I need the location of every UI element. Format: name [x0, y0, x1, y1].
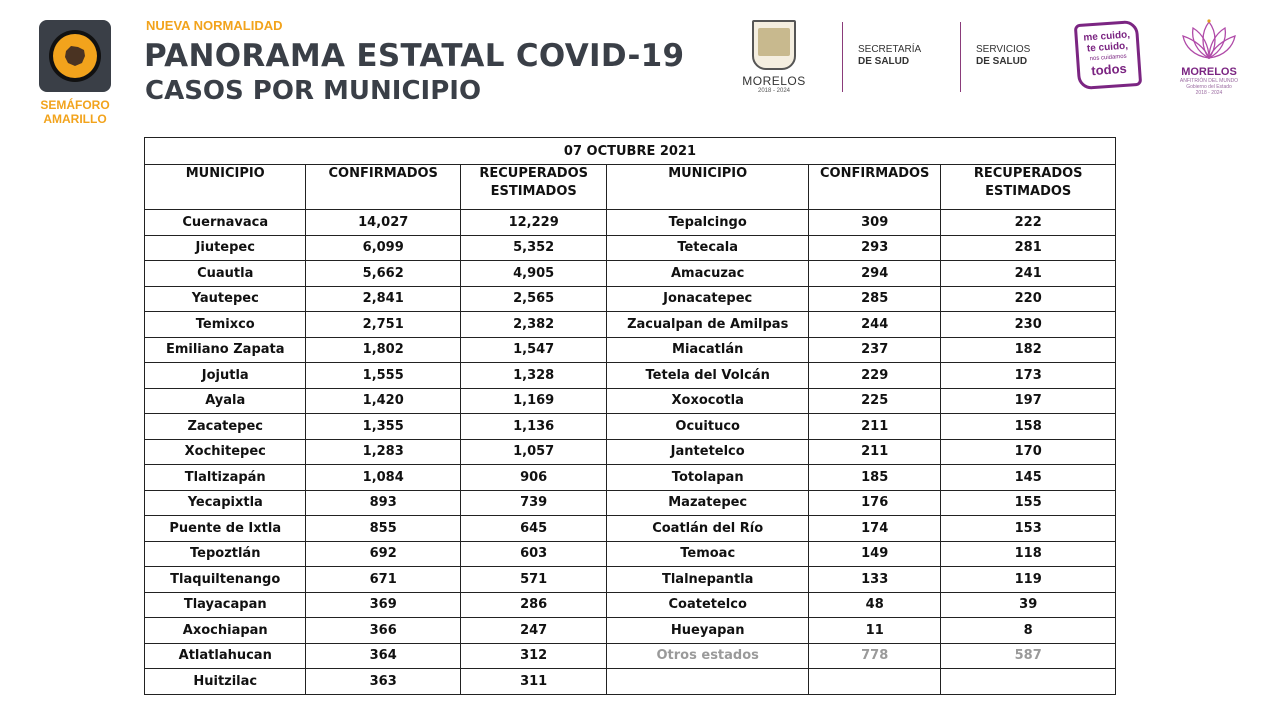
confirmados-cell: 778	[809, 643, 941, 669]
recuperados-cell: 1,169	[460, 388, 606, 414]
lotus-icon	[1181, 18, 1237, 60]
municipio-cell: Tlaltizapán	[145, 465, 306, 491]
confirmados-cell: 893	[306, 490, 460, 516]
header-recuperados-line1: RECUPERADOS	[973, 166, 1083, 181]
recuperados-cell: 645	[460, 516, 606, 542]
table-body	[145, 210, 1116, 695]
confirmados-cell: 2,751	[306, 312, 460, 338]
header-recuperados-line2: ESTIMADOS	[985, 184, 1072, 199]
table-row	[145, 388, 1116, 414]
header-confirmados: CONFIRMADOS	[306, 165, 460, 210]
municipio-cell: Ayala	[145, 388, 306, 414]
recuperados-cell: 222	[941, 210, 1116, 236]
confirmados-cell: 309	[809, 210, 941, 236]
municipio-cell: Jantetelco	[607, 439, 809, 465]
confirmados-cell: 364	[306, 643, 460, 669]
confirmados-cell: 11	[809, 618, 941, 644]
recuperados-cell: 173	[941, 363, 1116, 389]
confirmados-cell: 1,355	[306, 414, 460, 440]
header-recuperados	[941, 165, 1116, 210]
lotus-logo-name: MORELOS	[1181, 66, 1237, 78]
municipio-cell: Jojutla	[145, 363, 306, 389]
recuperados-cell: 587	[941, 643, 1116, 669]
recuperados-cell: 312	[460, 643, 606, 669]
campaign-line2: te cuido,	[1086, 40, 1129, 55]
confirmados-cell: 211	[809, 414, 941, 440]
semaforo-label-line1: SEMÁFORO	[40, 98, 110, 112]
traffic-light-icon	[39, 20, 111, 92]
recuperados-cell: 155	[941, 490, 1116, 516]
table-row	[145, 618, 1116, 644]
recuperados-cell: 603	[460, 541, 606, 567]
confirmados-cell	[809, 669, 941, 695]
confirmados-cell: 692	[306, 541, 460, 567]
confirmados-cell: 1,555	[306, 363, 460, 389]
municipio-cell: Tepoztlán	[145, 541, 306, 567]
semaforo-badge	[36, 20, 114, 126]
recuperados-cell: 286	[460, 592, 606, 618]
recuperados-cell: 1,136	[460, 414, 606, 440]
logo-divider	[842, 22, 843, 92]
municipio-cell: Axochiapan	[145, 618, 306, 644]
municipio-cell: Temixco	[145, 312, 306, 338]
municipio-cell: Jiutepec	[145, 235, 306, 261]
confirmados-cell: 14,027	[306, 210, 460, 236]
table-row	[145, 643, 1116, 669]
secretaria-salud-logo	[858, 44, 921, 68]
municipio-cell: Yautepec	[145, 286, 306, 312]
recuperados-cell	[941, 669, 1116, 695]
table-row	[145, 312, 1116, 338]
table-row	[145, 286, 1116, 312]
municipio-cell: Ocuituco	[607, 414, 809, 440]
table-row	[145, 210, 1116, 236]
confirmados-cell: 6,099	[306, 235, 460, 261]
municipio-cell: Miacatlán	[607, 337, 809, 363]
confirmados-cell: 211	[809, 439, 941, 465]
table-row	[145, 592, 1116, 618]
recuperados-cell: 119	[941, 567, 1116, 593]
confirmados-cell: 185	[809, 465, 941, 491]
confirmados-cell: 225	[809, 388, 941, 414]
header-recuperados-line2: ESTIMADOS	[490, 184, 577, 199]
header-municipio: MUNICIPIO	[607, 165, 809, 210]
recuperados-cell: 145	[941, 465, 1116, 491]
recuperados-cell: 197	[941, 388, 1116, 414]
lotus-logo-sub: Gobierno del Estado	[1186, 84, 1232, 90]
logo-divider	[960, 22, 961, 92]
recuperados-cell: 4,905	[460, 261, 606, 287]
page-subtitle: CASOS POR MUNICIPIO	[145, 76, 482, 106]
confirmados-cell: 2,841	[306, 286, 460, 312]
municipio-cell: Totolapan	[607, 465, 809, 491]
municipio-cell	[607, 669, 809, 695]
header-municipio: MUNICIPIO	[145, 165, 306, 210]
secretaria-line2: DE SALUD	[858, 56, 910, 67]
municipio-cell: Puente de Ixtla	[145, 516, 306, 542]
confirmados-cell: 293	[809, 235, 941, 261]
morelos-logo-name: MORELOS	[742, 74, 806, 88]
municipio-cell: Atlatlahucan	[145, 643, 306, 669]
municipio-cell: Cuernavaca	[145, 210, 306, 236]
municipio-cell: Cuautla	[145, 261, 306, 287]
lotus-logo-tagline: ANFITRIÓN DEL MUNDO	[1179, 78, 1239, 84]
municipio-cell: Xoxocotla	[607, 388, 809, 414]
municipio-cell: Tlalnepantla	[607, 567, 809, 593]
recuperados-cell: 281	[941, 235, 1116, 261]
recuperados-cell: 571	[460, 567, 606, 593]
me-cuido-logo	[1074, 20, 1142, 90]
confirmados-cell: 133	[809, 567, 941, 593]
confirmados-cell: 366	[306, 618, 460, 644]
confirmados-cell: 176	[809, 490, 941, 516]
confirmados-cell: 294	[809, 261, 941, 287]
table-row	[145, 669, 1116, 695]
municipio-cell: Xochitepec	[145, 439, 306, 465]
municipio-cell: Tetecala	[607, 235, 809, 261]
secretaria-line1: SECRETARÍA	[858, 44, 922, 55]
recuperados-cell: 247	[460, 618, 606, 644]
servicios-line2: DE SALUD	[976, 56, 1028, 67]
municipio-cell: Jonacatepec	[607, 286, 809, 312]
municipio-cell: Coatetelco	[607, 592, 809, 618]
recuperados-cell: 39	[941, 592, 1116, 618]
recuperados-cell: 2,382	[460, 312, 606, 338]
header-recuperados-line1: RECUPERADOS	[479, 166, 588, 181]
table-date: 07 OCTUBRE 2021	[145, 138, 1116, 165]
morelos-logo-years: 2018 - 2024	[757, 88, 791, 94]
recuperados-cell: 158	[941, 414, 1116, 440]
municipio-cell: Tetela del Volcán	[607, 363, 809, 389]
table-row	[145, 516, 1116, 542]
header-confirmados: CONFIRMADOS	[809, 165, 941, 210]
recuperados-cell: 1,057	[460, 439, 606, 465]
municipio-cell: Hueyapan	[607, 618, 809, 644]
servicios-salud-logo	[976, 44, 1030, 68]
confirmados-cell: 363	[306, 669, 460, 695]
lotus-logo-years: 2018 - 2024	[1195, 90, 1223, 96]
recuperados-cell: 241	[941, 261, 1116, 287]
recuperados-cell: 170	[941, 439, 1116, 465]
municipio-cell: Temoac	[607, 541, 809, 567]
confirmados-cell: 149	[809, 541, 941, 567]
state-map-icon	[60, 41, 90, 71]
municipio-cell: Tlaquiltenango	[145, 567, 306, 593]
recuperados-cell: 739	[460, 490, 606, 516]
campaign-line4: todos	[1090, 60, 1128, 79]
recuperados-cell: 1,328	[460, 363, 606, 389]
confirmados-cell: 237	[809, 337, 941, 363]
header-recuperados	[460, 165, 606, 210]
semaforo-label-line2: AMARILLO	[43, 112, 107, 126]
confirmados-cell: 1,283	[306, 439, 460, 465]
confirmados-cell: 5,662	[306, 261, 460, 287]
municipio-cell: Coatlán del Río	[607, 516, 809, 542]
municipio-cell: Zacualpan de Amilpas	[607, 312, 809, 338]
recuperados-cell: 311	[460, 669, 606, 695]
table-row	[145, 541, 1116, 567]
confirmados-cell: 48	[809, 592, 941, 618]
confirmados-cell: 855	[306, 516, 460, 542]
recuperados-cell: 8	[941, 618, 1116, 644]
municipio-cell: Amacuzac	[607, 261, 809, 287]
recuperados-cell: 906	[460, 465, 606, 491]
recuperados-cell: 182	[941, 337, 1116, 363]
recuperados-cell: 220	[941, 286, 1116, 312]
confirmados-cell: 1,420	[306, 388, 460, 414]
morelos-shield-logo	[738, 20, 810, 94]
municipio-cell: Huitzilac	[145, 669, 306, 695]
confirmados-cell: 285	[809, 286, 941, 312]
municipio-cell: Tlayacapan	[145, 592, 306, 618]
recuperados-cell: 12,229	[460, 210, 606, 236]
table-row	[145, 439, 1116, 465]
municipio-cell: Emiliano Zapata	[145, 337, 306, 363]
confirmados-cell: 244	[809, 312, 941, 338]
confirmados-cell: 369	[306, 592, 460, 618]
recuperados-cell: 2,565	[460, 286, 606, 312]
confirmados-cell: 1,084	[306, 465, 460, 491]
confirmados-cell: 229	[809, 363, 941, 389]
morelos-lotus-logo	[1178, 18, 1240, 96]
recuperados-cell: 230	[941, 312, 1116, 338]
recuperados-cell: 118	[941, 541, 1116, 567]
confirmados-cell: 1,802	[306, 337, 460, 363]
recuperados-cell: 1,547	[460, 337, 606, 363]
confirmados-cell: 174	[809, 516, 941, 542]
recuperados-cell: 5,352	[460, 235, 606, 261]
page-title: PANORAMA ESTATAL COVID-19	[144, 38, 685, 74]
table-row	[145, 465, 1116, 491]
municipio-cell: Mazatepec	[607, 490, 809, 516]
semaforo-label	[36, 98, 114, 126]
cases-table	[144, 137, 1116, 695]
table-row	[145, 490, 1116, 516]
table-row	[145, 567, 1116, 593]
servicios-line1: SERVICIOS	[976, 44, 1031, 55]
header-kicker: NUEVA NORMALIDAD	[146, 18, 283, 33]
table-row	[145, 363, 1116, 389]
campaign-line1: me cuido,	[1083, 29, 1131, 44]
confirmados-cell: 671	[306, 567, 460, 593]
campaign-line3: nos cuidamos	[1089, 53, 1127, 63]
table-row	[145, 337, 1116, 363]
municipio-cell: Zacatepec	[145, 414, 306, 440]
table-row	[145, 414, 1116, 440]
shield-icon	[752, 20, 796, 70]
municipio-cell: Tepalcingo	[607, 210, 809, 236]
table-row	[145, 261, 1116, 287]
recuperados-cell: 153	[941, 516, 1116, 542]
table-row	[145, 235, 1116, 261]
municipio-cell: Yecapixtla	[145, 490, 306, 516]
municipio-cell: Otros estados	[607, 643, 809, 669]
